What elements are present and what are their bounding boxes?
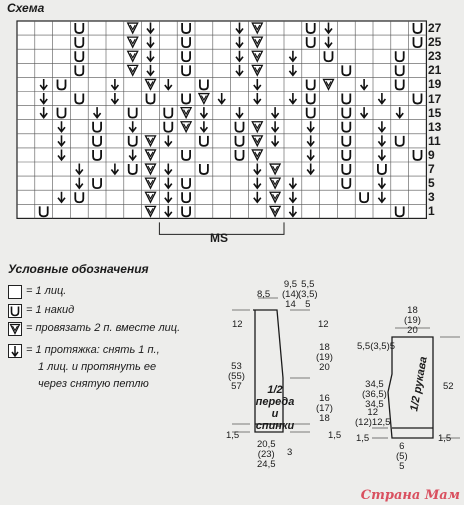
body-piece-label: 1/2 переда и спинки	[255, 384, 295, 432]
dim-sleeve-rib-left: 1,5	[356, 433, 370, 444]
dim-sleeve-bottom-small: 6 (5) 5	[396, 441, 408, 472]
dim-neck-width: 8,5	[257, 289, 271, 300]
row-label: 7	[428, 162, 435, 176]
legend-title: Условные обозначения	[8, 262, 149, 276]
legend-item-line: = 1 протяжка: снять 1 п.,	[26, 344, 160, 356]
row-label: 15	[428, 105, 442, 120]
row-label: 11	[428, 133, 441, 148]
watermark-logo: Страна Мам	[360, 488, 460, 503]
row-label: 25	[428, 35, 442, 50]
dim-sleeve-top-width: 18 (19) 20	[404, 305, 421, 336]
dim-top-right: 12	[318, 319, 329, 330]
row-label: 9	[428, 147, 435, 162]
row-label: 21	[428, 63, 442, 78]
dim-bottom-small: 3	[287, 447, 293, 458]
dim-rib-right: 1,5	[328, 430, 342, 441]
dim-left-total: 53 (55) 57	[228, 361, 245, 392]
row-label: 23	[428, 49, 442, 64]
dim-sleeve-right-total: 52	[443, 381, 454, 392]
legend-item-line: 1 лиц. и протянуть ее	[38, 361, 157, 373]
legend-item-line: = 1 накид	[26, 304, 75, 316]
dim-lower-right: 16 (17) 18	[316, 393, 333, 424]
dim-sleeve-top-left: 5,5(3,5)5	[357, 341, 396, 352]
legend-item-line: через снятую петлю	[38, 378, 149, 390]
row-label: 1	[428, 204, 435, 219]
dim-upper-right: 18 (19) 20	[316, 342, 333, 373]
dim-shoulder-right: 5,5 (3,5) 5	[298, 279, 318, 310]
legend-item-line: = провязать 2 п. вместе лиц.	[26, 322, 181, 334]
row-label: 27	[428, 21, 442, 35]
legend-item-line: = 1 лиц.	[26, 285, 67, 297]
dim-bottom-width: 20,5 (23) 24,5	[257, 439, 276, 470]
sleeve-piece-label: 1/2 рукава	[408, 355, 430, 413]
row-label: 13	[428, 119, 442, 134]
row-label: 19	[428, 77, 442, 92]
chart-title: Схема	[7, 1, 45, 15]
dim-shoulder-top: 9,5 (14) 14	[282, 279, 299, 310]
dim-rib-left: 1,5	[226, 430, 240, 441]
dim-top-left: 12	[232, 319, 243, 330]
row-label: 3	[428, 190, 435, 205]
dim-sleeve-rib-right: 1,5	[438, 433, 452, 444]
row-label: 5	[428, 176, 435, 191]
repeat-label: MS	[210, 231, 228, 245]
dim-sleeve-bottom-width: 12 (12)12,5	[355, 407, 391, 428]
row-label: 17	[428, 91, 442, 106]
dim-sleeve-middle: 34,5 (36,5) 34,5	[362, 379, 387, 410]
